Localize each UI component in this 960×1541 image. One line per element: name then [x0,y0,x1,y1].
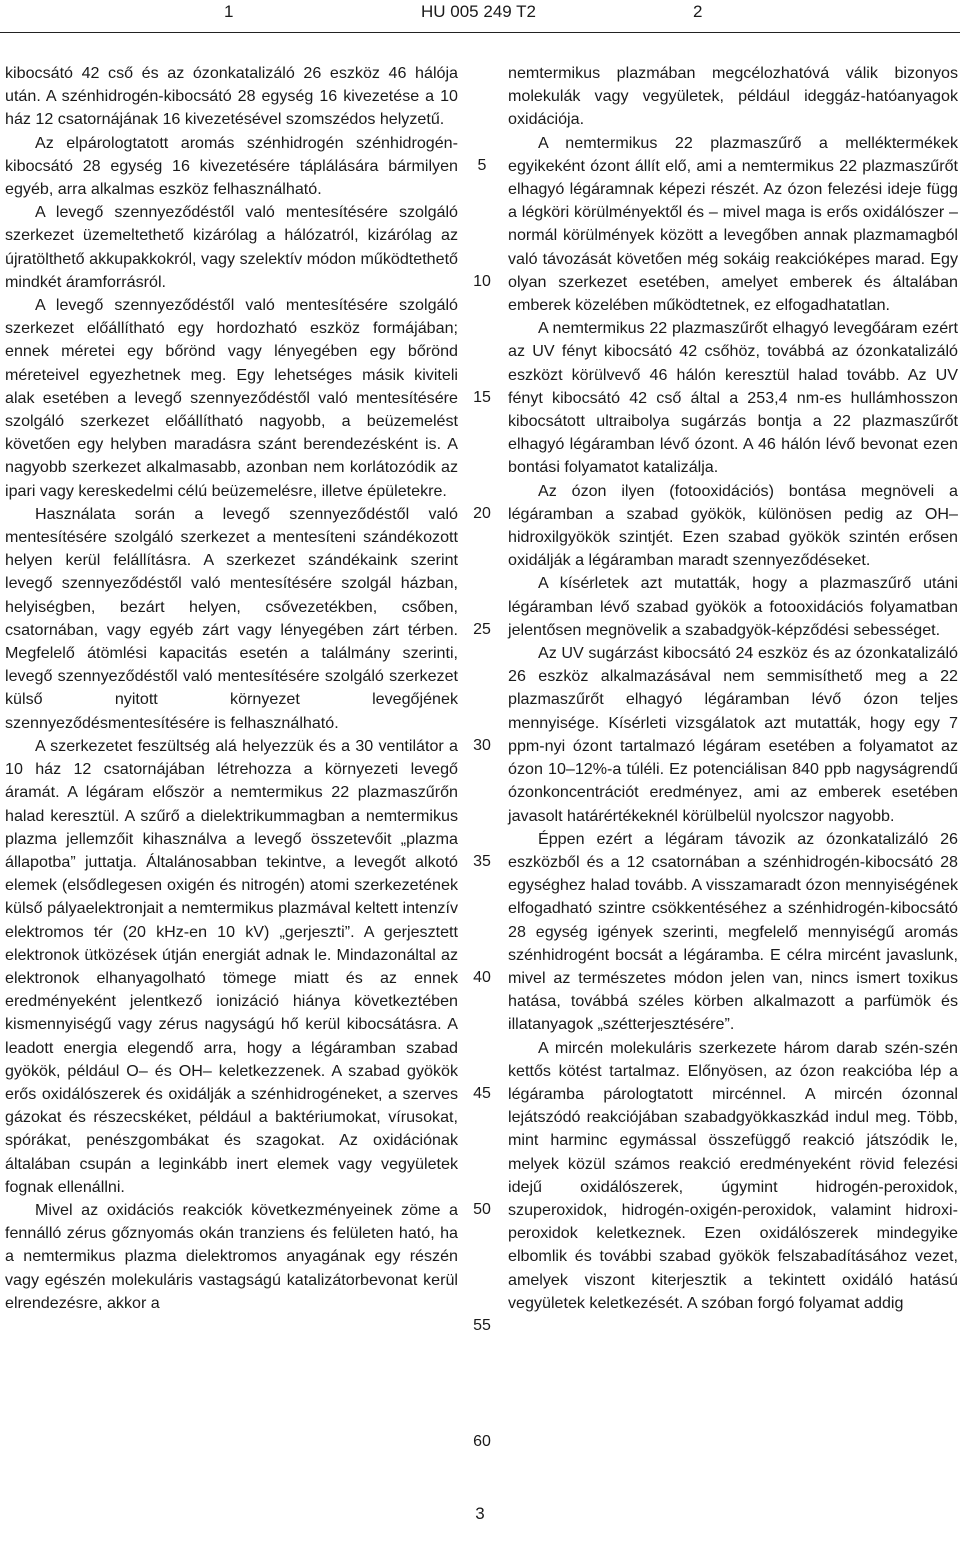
footer-page-number: 3 [475,1504,485,1523]
line-number: 40 [473,969,491,987]
line-number: 45 [473,1085,491,1103]
paragraph: A levegő szennyeződéstől való mentesítésére szolgáló szerkezet előállítható egy hordozható eszköz formájában; ennek méretei egy bőrönd vagy lényegében egy bőrönd méreteivel egyezhetnek meg. Egy lehetséges másik kiviteli alak esetében a levegő szennyeződéstől való mentesítésére szolgáló szerkezet előállítható nagyobb, a beüzemelést követően egy helyben maradásra szánt berendezésként is. A nagyobb szerkezet alkalmasabb, azonban nem korlátozódik az ipari vagy kereskedelmi célú beüzemelésre, illetve épületekre. [5,296,458,500]
line-number: 50 [473,1201,491,1219]
paragraph: A nemtermikus 22 plazmaszűrő a melléktermékek egyikeként ózont állít elő, ami a nemtermikus 22 plazmaszűrőt elhagyó légáramnak képezi részét. Az ózon felezési ideje függ a légköri körülményektől és – mivel maga is erős oxidálószer – normál körülmények között a levegőben annak plazmamagból való távozását követően még sokáig reakcióképes marad. Egy olyan szerkezet esetében, amelyet emberek és általában emberek közelében működtetnek, ez elfogadhatatlan. [508,133,958,315]
paragraph: A kísérletek azt mutatták, hogy a plazmaszűrő utáni légáramban lévő szabad gyökök a fotooxidációs folyamatban jelentősen megnövelik a szabadgyök-képződési sebességet. [508,574,958,639]
left-page-number: 1 [224,2,234,21]
line-number: 55 [473,1317,491,1335]
line-number: 15 [473,389,491,407]
line-number: 5 [477,157,487,175]
paragraph: Éppen ezért a légáram távozik az ózonkatalizáló 26 eszközből és a 12 csatornában a szénhidrogén-kibocsátó 28 egységhez halad tovább. A visszamaradt ózon mennyiségének elfogadható szintre csökkentéséhez a szénhidrogén-kibocsátó 28 egység igények szerinti, megfelelő mennyiségű aromás szénhidrogént bocsát a légáramba. E célra mircént javaslunk, mivel az természetes módon jelen van, nincs ismert toxikus hatása, továbbá széles körben alkalmazott a parfümök és illatanyagok „szétterjesztésére”. [508,829,958,1034]
right-column [508,62,958,1315]
line-number: 60 [473,1433,491,1451]
paragraph: A levegő szennyeződéstől való mentesítésére szolgáló szerkezet üzemeltethető kizárólag a hálózatról, kizárólag az újratölthető akkupakkokról, vagy szelektív módon működtethető mindkét áramforrásról. [5,203,458,291]
page-header [0,0,960,30]
line-number: 20 [473,505,491,523]
paragraph: Az UV sugárzást kibocsátó 24 eszköz és az ózonkatalizáló 26 eszköz alkalmazásával nem semmisíthető meg a 22 plazmaszűrőt elhagyó légáramban lévő ózon teljes mennyisége. Kísérleti vizsgálatok azt mutatták, hogy egy 7 ppm-nyi ózont tartalmazó légáram esetében a folyamatot az ózon 10–12%-a túléli. Ez potenciálisan 840 ppb nagyságrendű ózonkoncentrációt eredményez, ami az emberek esetében javasolt határértékeknél körülbelül nyolcszor nagyobb. [508,644,958,825]
line-number: 30 [473,737,491,755]
left-column [5,62,458,1315]
paragraph: nemtermikus plazmában megcélozhatóvá válik bizonyos molekulák vagy vegyületek, például ideggáz-hatóanyagok oxidációja. [508,64,958,129]
document-id: HU 005 249 T2 [421,2,536,21]
paragraph: Mivel az oxidációs reakciók következményeinek zöme a fennálló zérus gőznyomás okán tranziens és felületen ható, ha a nemtermikus plazma dielektromos anyagának egy részén vagy egészén molekuláris vastagságú katalizátorbevonat kerül elrendezésre, akkor a [5,1200,458,1312]
paragraph: A mircén molekuláris szerkezete három darab szén-szén kettős kötést tartalmaz. Előnyösen, az ózon reakcióba lép a légáramba párologtatott mircénnel. A mircén ózonnal lejátszódó reakciójában szabadgyökkaszkád indul meg. Több, mint harminc egymással összefüggő reakció játszódik le, melyek közül számos reakció eredményeként rövid felezési idejű oxidálószerek, úgymint hidrogén-peroxidok, szuperoxidok, hidrogén-oxigén-peroxidok, valamint hidroxi-peroxidok keletkeznek. Ezen oxidálószerek mindegyike elbomlik és további szabad gyökök felszabadításához vezet, amelyek viszont kiterjesztik a tekintett oxidáló hatású vegyületek keletkezését. A szóban forgó folyamat addig [508,1038,958,1312]
line-number: 35 [473,853,491,871]
header-divider [0,32,960,33]
paragraph: kibocsátó 42 cső és az ózonkatalizáló 26 eszköz 46 hálója után. A szénhidrogén-kibocsátó 28 egység 16 kivezetése a 10 ház 12 csatornájának 16 kivezetésével szomszédos helyzetű. [5,64,458,129]
page-footer [0,1504,960,1524]
paragraph: Használata során a levegő szennyeződéstől való mentesítésére szolgáló szerkezet a mentesíteni szándékozott helyen kerül felállításra. A szerkezet szándékaink szerint levegő szennyeződéstől való mentesítésére szolgál házban, helyiségben, bezárt helyen, csővezetékben, csőben, csatornában, vagy egyéb zárt vagy lényegében zárt térben. Megfelelő átömlési kapacitás esetén a találmány szerinti, levegő szennyeződéstől való mentesítésére szolgáló szerkezet külső nyitott környezet levegőjének szennyeződésmentesítésére is felhasználható. [5,504,458,732]
paragraph: A szerkezetet feszültség alá helyezzük és a 30 ventilátor a 10 ház 12 csatornájában létrehozza a környezeti levegő áramát. A légáram először a nemtermikus 22 plazmaszűrőn halad keresztül. A szűrő a dielektrikummagban a nemtermikus plazma jellemzőit kihasználva a levegő összetevőit „plazma állapotba” juttatja. Általánosabban tekintve, a levegőt alkotó elemek (elsődlegesen oxigén és nitrogén) atomi szerkezetének külső pályaelektronjait a nemtermikus plazmával keltett intenzív elektromos tér (20 kHz-en 10 kV) „gerjeszti”. A gerjesztett elektronok ütközések útján energiát adnak le. Mindazonáltal az elektronok elhanyagolható tömege miatt és az ennek eredményeként jelentkező ionizáció hiánya következtében kismennyiségű vagy zérus nagyságú hő kerül kibocsátásra. A leadott energia elegendő arra, hogy a légáramban szabad gyökök, például O– és OH– keletkezzenek. A szabad gyökök erős oxidálószerek és oxidálják a szénhidrogéneket, a szerves gázokat és részecskéket, például a baktériumokat, vírusokat, spórákat, penészgombákat és szagokat. Az oxidációnak általában csupán a leginkább inert elemek vagy vegyületek fognak ellenállni. [5,736,458,1196]
paragraph: A nemtermikus 22 plazmaszűrőt elhagyó levegőáram ezért az UV fényt kibocsátó 42 csőhöz, továbbá az ózonkatalizáló eszközt körülvevő 46 hálón keresztül halad tovább. Az UV fényt kibocsátó 42 cső által a 253,4 nm-es hullámhosszon kibocsátott ultraibolya sugárzás bontja a 22 plazmaszűrőt elhagyó légáramban lévő ózont. A 46 hálón lévő bevonat ezen bontási folyamatot katalizálja. [508,319,958,477]
line-number: 10 [473,273,491,291]
paragraph: Az elpárologtatott aromás szénhidrogén szénhidrogén-kibocsátó 28 egység 16 kivezetésére táplálására bármilyen egyéb, arra alkalmas eszköz felhasználható. [5,133,458,199]
paragraph: Az ózon ilyen (fotooxidációs) bontása megnöveli a légáramban a szabad gyökök, különösen pedig az OH– hidroxilgyökök szintjét. Ezen szabad gyökök szintén erősen oxidálják a légáramban maradt szennyeződéseket. [508,481,958,570]
line-number: 25 [473,621,491,639]
right-page-number: 2 [693,2,703,21]
